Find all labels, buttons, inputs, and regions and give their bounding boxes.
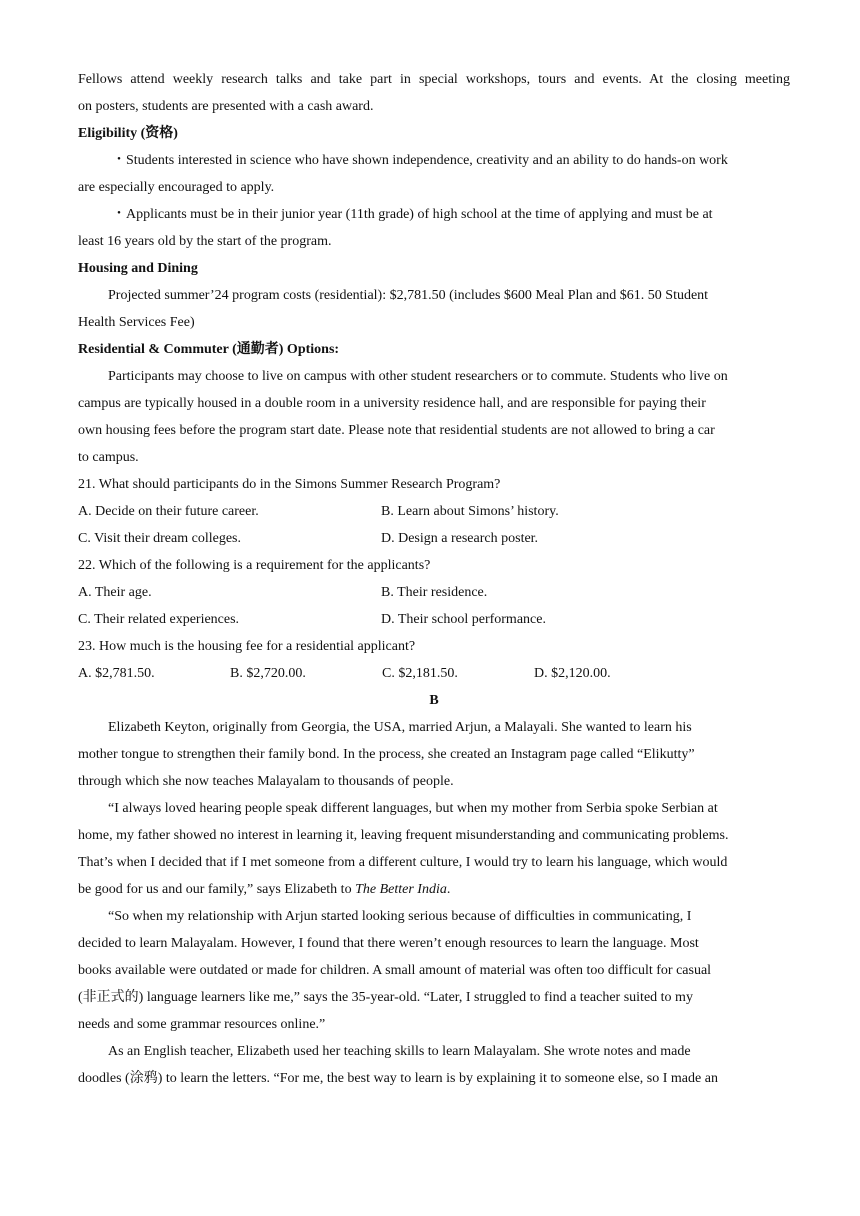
passage-line: “I always loved hearing people speak different languages, but when my mother from Serbia spoke Serbian at (108, 801, 718, 816)
option-d: D. $2,120.00. (534, 666, 611, 681)
question-options (78, 660, 790, 687)
passage-line: through which she now teaches Malayalam to thousands of people. (78, 774, 454, 789)
eligibility-text: are especially encouraged to apply. (78, 180, 275, 195)
residential-heading: Residential & Commuter (通勤者) Options: (78, 342, 340, 357)
question-stem: 22. Which of the following is a requirement for the applicants? (78, 558, 431, 573)
housing-text: Health Services Fee) (78, 315, 195, 330)
option-d: D. Their school performance. (381, 612, 546, 627)
housing-heading: Housing and Dining (78, 261, 198, 276)
question-options (78, 606, 790, 633)
intro-line: Fellows attend weekly research talks and take part in special workshops, tours and events. At the closing meeting (78, 72, 790, 87)
passage-line: That’s when I decided that if I met someone from a different culture, I would try to learn his language, which would (78, 855, 728, 870)
passage-line: (非正式的) language learners like me,” says the 35-year-old. “Later, I struggled to find a teacher suited to my (78, 990, 693, 1005)
option-c: C. Visit their dream colleges. (78, 531, 241, 546)
passage-line: As an English teacher, Elizabeth used her teaching skills to learn Malayalam. She wrote notes and made (108, 1044, 691, 1059)
passage-line: doodles (涂鸦) to learn the letters. “For me, the best way to learn is by explaining it to someone else, so I made an (78, 1071, 718, 1086)
passage-line: decided to learn Malayalam. However, I found that there weren’t enough resources to learn the language. Most (78, 936, 699, 951)
question-options (78, 498, 790, 525)
option-a: A. Their age. (78, 585, 152, 600)
eligibility-text: least 16 years old by the start of the program. (78, 234, 332, 249)
passage-line (78, 876, 790, 903)
section-heading: B (429, 693, 439, 708)
question-options (78, 525, 790, 552)
eligibility-bullet: ・Applicants must be in their junior year (11th grade) of high school at the time of applying and must be at (112, 207, 713, 222)
option-a: A. Decide on their future career. (78, 504, 259, 519)
passage-line: needs and some grammar resources online.” (78, 1017, 326, 1032)
passage-line: mother tongue to strengthen their family bond. In the process, she created an Instagram page called “Elikutty” (78, 747, 695, 762)
passage-text: . (446, 882, 451, 897)
option-d: D. Design a research poster. (381, 531, 539, 546)
passage-line: “So when my relationship with Arjun started looking serious because of difficulties in communicating, I (108, 909, 692, 924)
publication-title: The Better India (355, 882, 447, 897)
housing-text: Projected summer’24 program costs (residential): $2,781.50 (includes $600 Meal Plan and $61. 50 Student (108, 288, 709, 303)
option-b: B. $2,720.00. (230, 666, 306, 681)
intro-line: on posters, students are presented with a cash award. (78, 99, 374, 114)
document-page (78, 66, 790, 1092)
passage-text: be good for us and our family,” says Elizabeth to (78, 882, 356, 897)
residential-text: Participants may choose to live on campus with other student researchers or to commute. Students who live on (108, 369, 728, 384)
question-stem: 23. How much is the housing fee for a residential applicant? (78, 639, 416, 654)
question-options (78, 579, 790, 606)
option-b: B. Their residence. (381, 585, 488, 600)
passage-line: home, my father showed no interest in learning it, leaving frequent misunderstanding and communicating problems. (78, 828, 729, 843)
eligibility-bullet: ・Students interested in science who have shown independence, creativity and an ability to do hands-on work (112, 153, 728, 168)
residential-text: own housing fees before the program start date. Please note that residential students are not allowed to bring a car (78, 423, 715, 438)
option-a: A. $2,781.50. (78, 666, 155, 681)
option-c: C. $2,181.50. (382, 666, 458, 681)
question-stem: 21. What should participants do in the Simons Summer Research Program? (78, 477, 501, 492)
residential-text: campus are typically housed in a double room in a university residence hall, and are responsible for paying their (78, 396, 706, 411)
eligibility-heading: Eligibility (资格) (78, 126, 178, 141)
option-b: B. Learn about Simons’ history. (381, 504, 559, 519)
residential-text: to campus. (78, 450, 139, 465)
passage-line: books available were outdated or made for children. A small amount of material was often too difficult for casual (78, 963, 712, 978)
option-c: C. Their related experiences. (78, 612, 240, 627)
passage-line: Elizabeth Keyton, originally from Georgia, the USA, married Arjun, a Malayali. She wanted to learn his (108, 720, 692, 735)
